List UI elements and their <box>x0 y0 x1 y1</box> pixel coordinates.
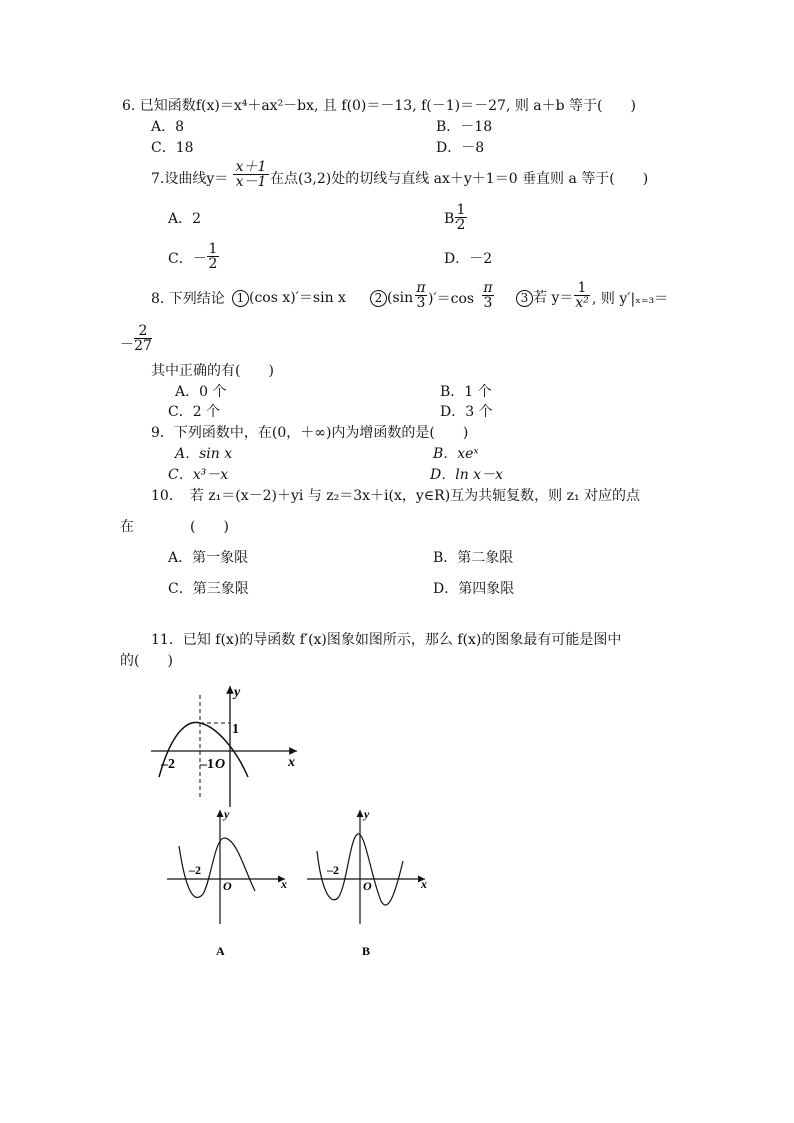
q6-stem <box>122 99 636 113</box>
q7-option-b-frac <box>455 203 467 232</box>
q6-stem-expr: f(x)＝x⁴＋ax²－bx, 且 f(0)＝－13, f(－1)＝－27, 则 a＋b 等于( ) <box>195 98 636 114</box>
origin-label: O <box>223 879 232 893</box>
q9-option-d: D．ln x－x <box>430 467 503 483</box>
q9-option-b: B．xeˣ <box>433 446 479 462</box>
y-label: y <box>234 685 241 700</box>
q11-stem-line2: 的( ) <box>120 653 173 669</box>
tick-label-neg2: –2 <box>327 863 339 877</box>
q6-option-c: C．18 <box>151 140 194 156</box>
q7-option-b-label: B. <box>444 211 459 227</box>
q7-frac-num: x＋1 <box>235 159 267 175</box>
q8-which: 其中正确的有( ) <box>151 363 274 379</box>
q7-frac-den: x－1 <box>235 174 267 190</box>
q8-circle-2: 2 <box>370 290 387 307</box>
q7-b-den: 2 <box>456 217 466 233</box>
q11-stem-line1: 11．已知 f(x)的导函数 f′(x)图象如图所示，那么 f(x)的图象最有可能是图中 <box>151 632 622 648</box>
q8-item2 <box>370 290 413 307</box>
q7-option-c-label: C．－ <box>168 251 207 267</box>
q7-fraction <box>233 160 269 189</box>
q7-option-d: D．－2 <box>444 251 493 267</box>
option-a-figure <box>165 806 295 956</box>
q7-option-a: A．2 <box>168 211 202 227</box>
q6-option-b: B．－18 <box>436 119 493 135</box>
q8-statement-1: (cos x)′＝sin x <box>249 290 346 306</box>
q8-option-a: A．0 个 <box>175 384 227 400</box>
q7-c-den: 2 <box>208 256 218 272</box>
q8-s2-frac1: π 3 <box>416 280 426 311</box>
q9-stem: 9．下列函数中，在(0，＋∞)内为增函数的是( ) <box>151 425 469 441</box>
x-label: x <box>281 877 287 891</box>
tick-label-neg1: –1 <box>200 757 214 772</box>
q8-neg-sign: － <box>120 337 134 353</box>
q8-statement-2a: (sin <box>387 290 414 306</box>
q10-option-c: C．第三象限 <box>168 581 249 597</box>
q8-statement-3a: 若 y＝ <box>533 290 574 306</box>
q7-option-c-frac <box>207 242 219 271</box>
q8-s2-frac2: π 3 <box>483 280 493 311</box>
q8-prefix: 8. 下列结论 <box>151 291 225 307</box>
caption-b: B <box>362 944 371 956</box>
q6-option-a: A．8 <box>151 119 185 135</box>
q10-option-d: D．第四象限 <box>433 581 515 597</box>
q9-option-a: A．sin x <box>175 446 233 462</box>
q8-answer-frac: 2 27 <box>134 323 152 354</box>
q6-stem-prefix: 6. 已知函数 <box>122 98 196 114</box>
tick-label-neg2: –2 <box>161 757 175 772</box>
q7-suffix: 在点(3,2)处的切线与直线 ax＋y＋1＝0 垂直则 a 等于( ) <box>270 171 649 187</box>
q6-option-d: D．－8 <box>436 140 485 156</box>
q8-option-c: C．2 个 <box>168 404 221 420</box>
y-label: y <box>364 807 370 821</box>
q10-stem-line2: 在 ( ) <box>120 519 229 535</box>
q8-circle-3: 3 <box>516 290 533 307</box>
tick-label-neg2: –2 <box>189 863 201 877</box>
origin-label: O <box>363 879 372 893</box>
q7-b-num: 1 <box>456 202 466 218</box>
q9-option-c: C．x³－x <box>168 467 229 483</box>
q10-option-b: B．第二象限 <box>433 550 514 566</box>
q8-item1 <box>232 290 346 307</box>
y-label: y <box>224 807 230 821</box>
q8-item3 <box>516 290 573 307</box>
q7-prefix: 7.设曲线y＝ <box>151 171 229 187</box>
q7-c-num: 1 <box>208 241 218 257</box>
caption-a: A <box>216 944 225 956</box>
tick-label-1: 1 <box>232 722 239 737</box>
q8-statement-2b: )′＝cos <box>428 291 475 307</box>
q8-option-b: B．1 个 <box>440 384 492 400</box>
x-label: x <box>421 877 427 891</box>
q10-option-a: A．第一象限 <box>168 550 249 566</box>
origin-label: O <box>215 757 226 772</box>
q8-option-d: D．3 个 <box>440 404 493 420</box>
option-b-figure <box>305 806 435 956</box>
q8-s3-frac: 1 x² <box>575 280 589 311</box>
q8-circle-1: 1 <box>232 290 249 307</box>
derivative-graph-figure <box>145 682 310 812</box>
x-label: x <box>288 755 295 770</box>
q8-statement-3b: , 则 y′|ₓ₌₃＝ <box>592 291 669 307</box>
q10-stem-line1: 10． 若 z₁＝(x－2)＋yi 与 z₂＝3x＋i(x，y∈R)互为共轭复数，则 z₁ 对应的点 <box>151 488 641 504</box>
